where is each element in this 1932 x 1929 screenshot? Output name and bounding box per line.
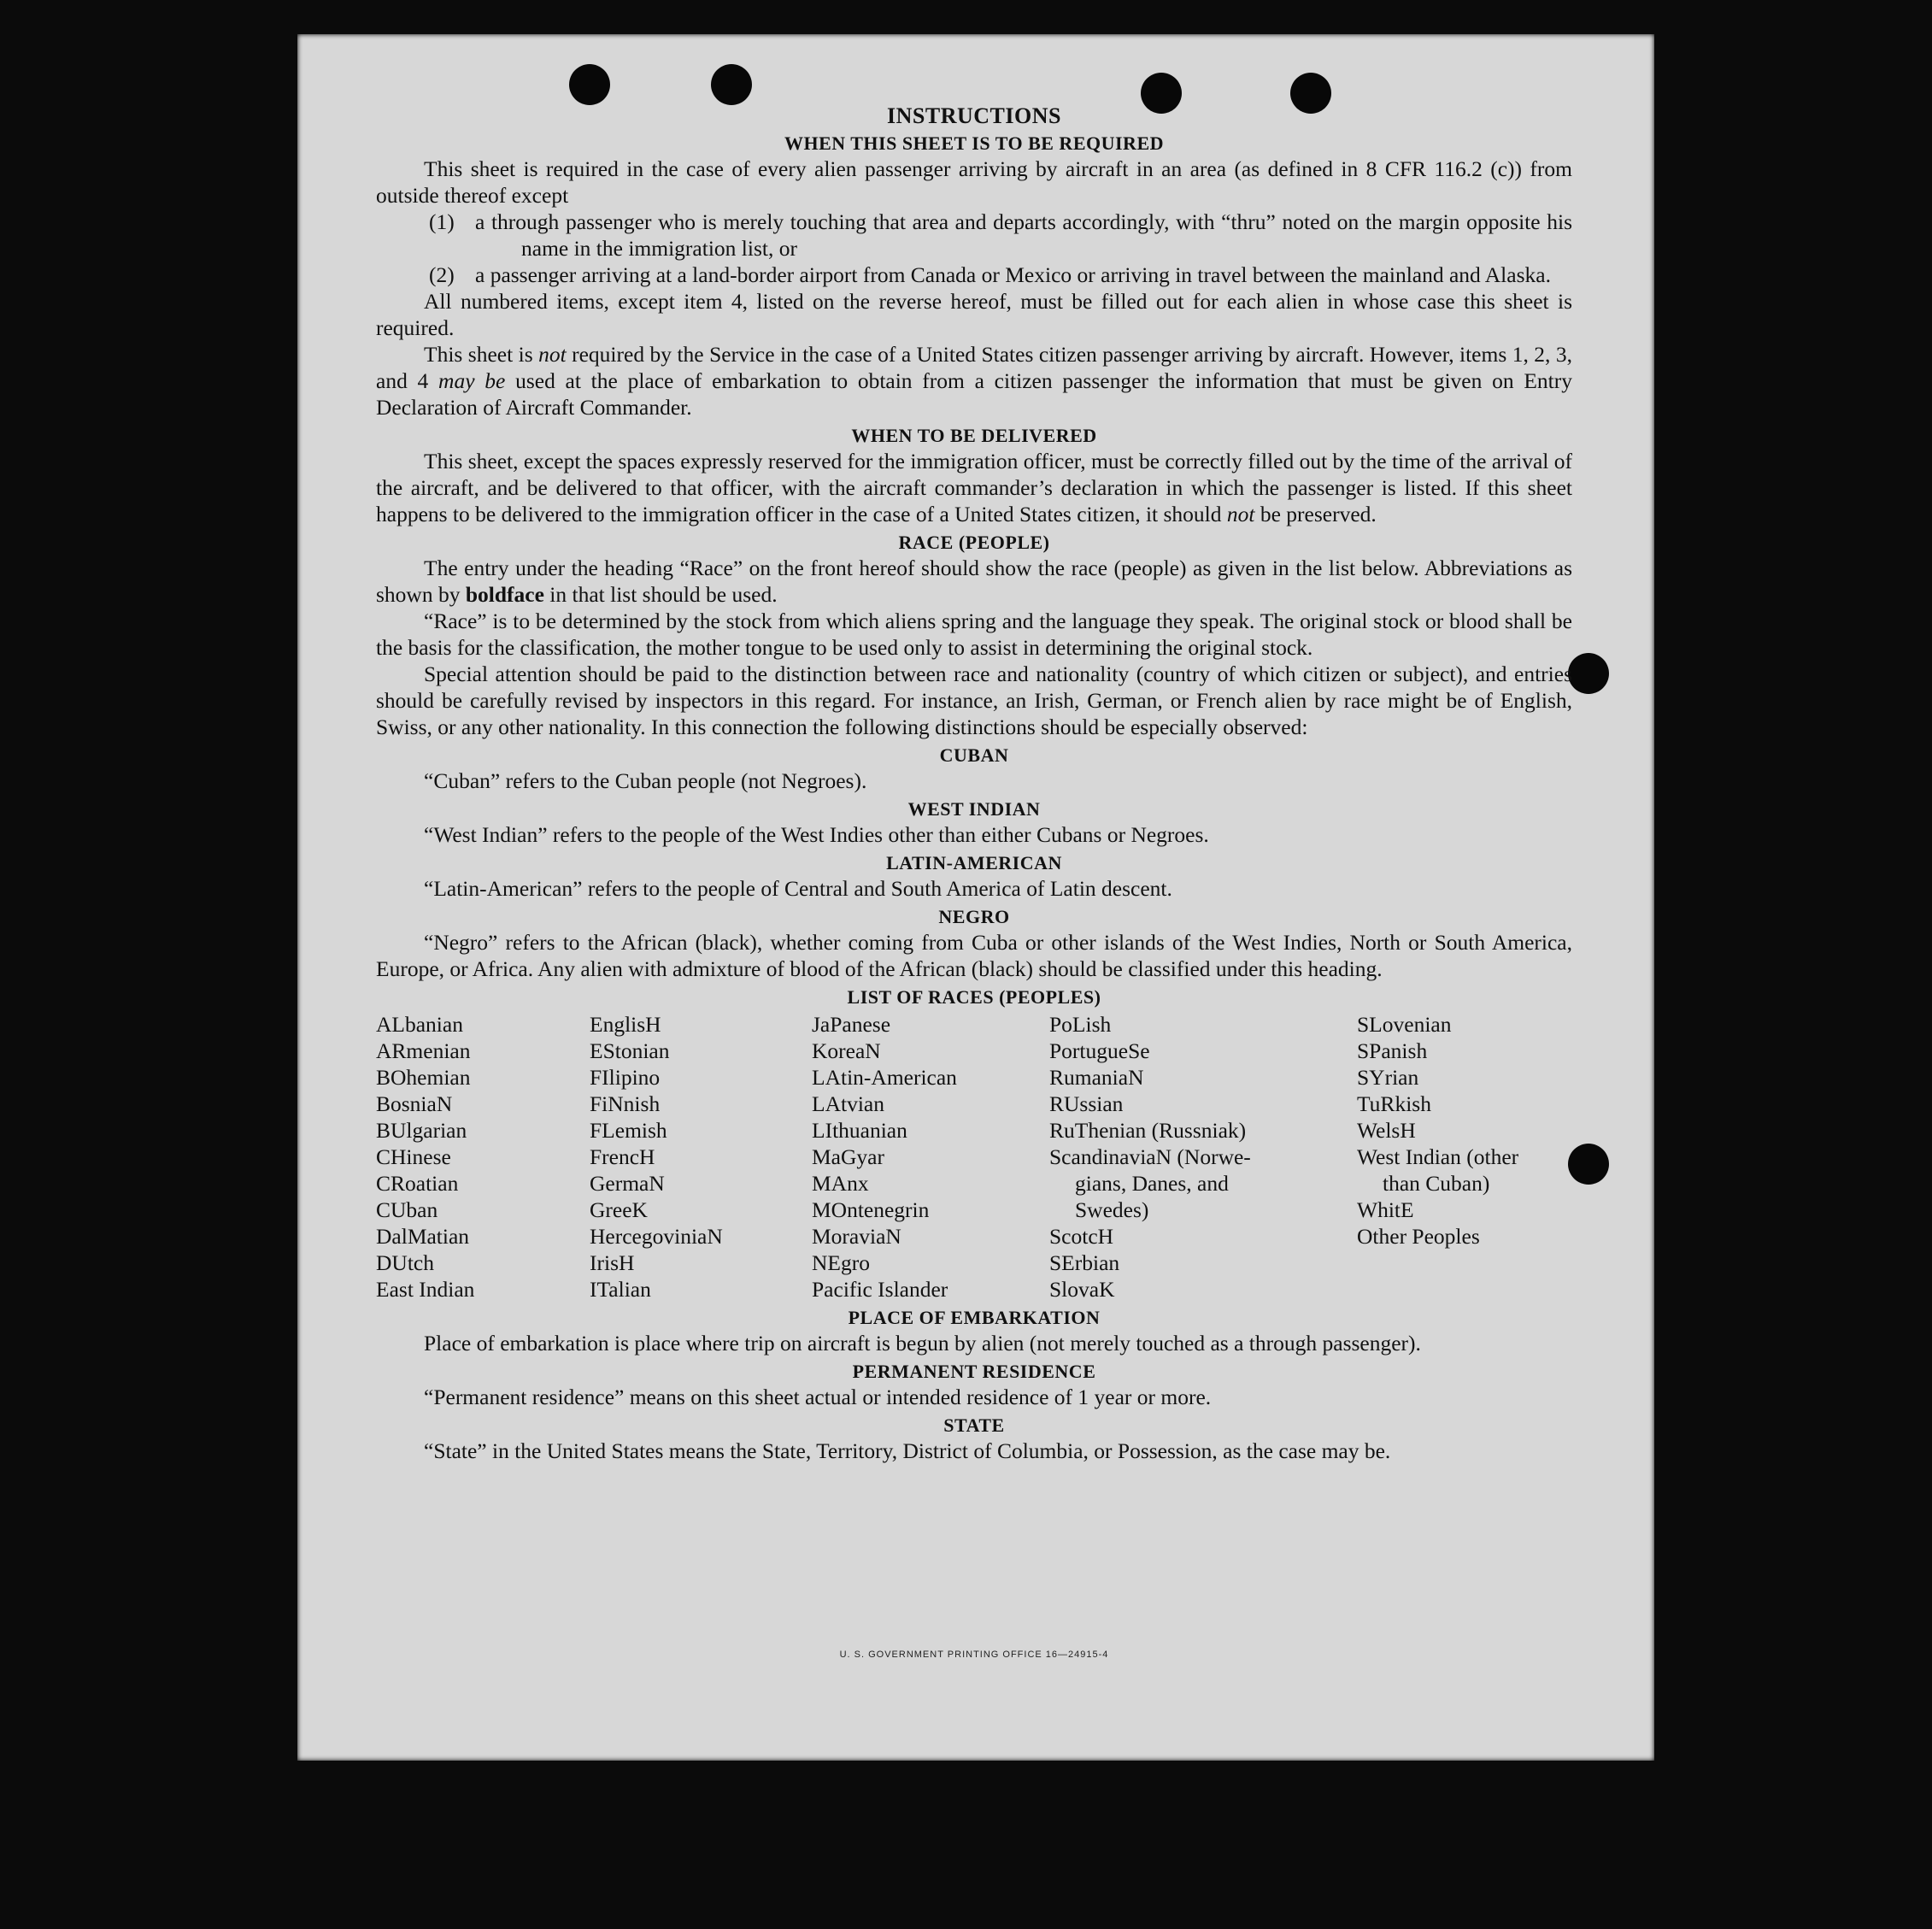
race-entry: BosniaN — [376, 1091, 453, 1116]
race-entry: PoLish — [1049, 1012, 1112, 1037]
race-entry: RuThenian (Russniak) — [1049, 1118, 1247, 1143]
race-entry: EnglisH — [590, 1012, 661, 1037]
race-entry: SlovaK — [1049, 1277, 1115, 1302]
race-entry: FIlipino — [590, 1065, 661, 1090]
race-entry: CRoatian — [376, 1171, 459, 1196]
paragraph: This sheet is not required by the Service in the case of a United States citizen passenger arriving by aircraft. However, items 1, 2, 3, and 4 may be used at the place of embarkation to obtain from a citizen passenger the information that must be given on Entry Declaration of Aircraft Commander. — [376, 342, 1572, 420]
race-entry: MaGyar — [812, 1144, 884, 1169]
race-entry: SLovenian — [1357, 1012, 1452, 1037]
item-text: a passenger arriving at a land-border airport from Canada or Mexico or arriving in travel between the mainland and Alaska. — [475, 262, 1551, 287]
section-heading: NEGRO — [938, 906, 1010, 927]
race-entry: SPanish — [1357, 1038, 1428, 1063]
race-entry: CUban — [376, 1197, 438, 1222]
section-heading: RACE (PEOPLE) — [898, 532, 1050, 553]
race-entry: DUtch — [376, 1250, 434, 1275]
race-entry: Other Peoples — [1357, 1224, 1480, 1249]
section-heading: PERMANENT RESIDENCE — [852, 1361, 1096, 1382]
race-entry: FiNnish — [590, 1091, 661, 1116]
race-entry: GermaN — [590, 1171, 665, 1196]
paragraph: “Negro” refers to the African (black), whether coming from Cuba or other islands of the West Indies, North or South America, Europe, or Africa. Any alien with admixture of blood of the African (black) should be classified under this heading. — [376, 930, 1572, 981]
race-entry: BUlgarian — [376, 1118, 467, 1143]
section-heading: LATIN-AMERICAN — [886, 852, 1062, 873]
paragraph: “State” in the United States means the State, Territory, District of Columbia, or Possession, as the case may be. — [424, 1438, 1391, 1463]
punch-hole — [1568, 1144, 1609, 1185]
section-heading: LIST OF RACES (PEOPLES) — [847, 986, 1101, 1008]
paragraph: This sheet is required in the case of every alien passenger arriving by aircraft in an area (as defined in 8 CFR 116.2 (c)) from outside thereof except — [376, 156, 1572, 208]
race-entry: WelsH — [1357, 1118, 1416, 1143]
race-entry: LIthuanian — [812, 1118, 907, 1143]
instructions-body — [376, 104, 1572, 1464]
paragraph: The entry under the heading “Race” on the front hereof should show the race (people) as given in the list below. Abbreviations as shown by boldface in that list should be used. — [376, 556, 1572, 607]
race-column-4 — [1049, 1011, 1357, 1303]
section-heading: WHEN TO BE DELIVERED — [851, 425, 1097, 446]
race-entry: FLemish — [590, 1118, 667, 1143]
race-entry: PortugueSe — [1049, 1038, 1150, 1063]
race-entry: NEgro — [812, 1250, 870, 1275]
section-heading: STATE — [943, 1414, 1005, 1436]
race-entry: gians, Danes, and — [1075, 1171, 1229, 1196]
list-item: (2) a passenger arriving at a land-border airport from Canada or Mexico or arriving in travel between the mainland and Alaska. — [429, 262, 1551, 287]
race-entry: SErbian — [1049, 1250, 1120, 1275]
race-entry: HercegoviniaN — [590, 1224, 723, 1249]
punch-hole — [1568, 653, 1609, 694]
race-entry: KoreaN — [812, 1038, 881, 1063]
race-entry: ITalian — [590, 1277, 651, 1302]
race-entry: West Indian (other — [1357, 1144, 1519, 1169]
section-heading: CUBAN — [939, 744, 1009, 766]
race-entry: DalMatian — [376, 1224, 470, 1249]
race-entry: TuRkish — [1357, 1091, 1431, 1116]
paragraph: “Race” is to be determined by the stock from which aliens spring and the language they speak. The original stock or blood shall be the basis for the classification, the mother tongue to be used only to assist in determining the original stock. — [376, 609, 1572, 660]
section-heading: WHEN THIS SHEET IS TO BE REQUIRED — [784, 132, 1165, 154]
race-entry: RUssian — [1049, 1091, 1124, 1116]
race-entry: SYrian — [1357, 1065, 1419, 1090]
race-entry: RumaniaN — [1049, 1065, 1144, 1090]
item-text: a through passenger who is merely touching that area and departs accordingly, with “thru” noted on the margin opposite his name in the immigration list, or — [475, 209, 1572, 261]
race-column-3 — [812, 1011, 1049, 1303]
section-heading: PLACE OF EMBARKATION — [848, 1307, 1101, 1328]
section-heading: WEST INDIAN — [907, 798, 1041, 820]
paragraph: “Permanent residence” means on this sheet actual or intended residence of 1 year or more. — [424, 1385, 1212, 1409]
document-sheet — [297, 34, 1654, 1761]
paragraph: Special attention should be paid to the distinction between race and nationality (country of which citizen or subject), and entries should be carefully revised by inspectors in this regard. For instance, an Irish, German, or French alien by race might be of English, Swiss, or any other nationality. In this connection the following distinctions should be especially observed: — [376, 662, 1572, 739]
race-entry: WhitE — [1357, 1197, 1414, 1222]
punch-hole — [711, 64, 752, 105]
race-entry: MOntenegrin — [812, 1197, 930, 1222]
race-column-2 — [590, 1011, 812, 1303]
race-entry: Swedes) — [1075, 1197, 1149, 1222]
race-entry: BOhemian — [376, 1065, 471, 1090]
race-column-1 — [376, 1011, 590, 1303]
race-entry: JaPanese — [812, 1012, 891, 1037]
race-entry: MoraviaN — [812, 1224, 901, 1249]
punch-hole — [569, 64, 610, 105]
race-entry: ScandinaviaN (Norwe- — [1049, 1144, 1251, 1169]
race-entry: EStonian — [590, 1038, 670, 1063]
list-item: (1) a through passenger who is merely touching that area and departs accordingly, with “thru” noted on the margin opposite his name in the immigration list, or — [429, 209, 1572, 261]
race-entry: East Indian — [376, 1277, 475, 1302]
paragraph: Place of embarkation is place where trip on aircraft is begun by alien (not merely touched as a through passenger). — [424, 1331, 1421, 1356]
race-entry: than Cuban) — [1383, 1171, 1490, 1196]
paragraph: This sheet, except the spaces expressly reserved for the immigration officer, must be correctly filled out by the time of the arrival of the aircraft, and be delivered to that officer, with the aircraft commander’s declaration in which the passenger is listed. If this sheet happens to be delivered to the immigration officer in the case of a United States citizen, it should not be preserved. — [376, 449, 1572, 526]
race-entry: LAtvian — [812, 1091, 884, 1116]
race-column-5 — [1357, 1011, 1572, 1303]
race-entry: ScotcH — [1049, 1224, 1114, 1249]
race-entry: CHinese — [376, 1144, 451, 1169]
race-entry: LAtin-American — [812, 1065, 957, 1090]
race-entry: GreeK — [590, 1197, 648, 1222]
race-entry: MAnx — [812, 1171, 869, 1196]
race-list — [376, 1011, 1572, 1303]
race-entry: FrencH — [590, 1144, 655, 1169]
race-entry: Pacific Islander — [812, 1277, 948, 1302]
printing-office-footer: U. S. GOVERNMENT PRINTING OFFICE 16—24915-4 — [839, 1650, 1109, 1660]
paragraph: “Latin-American” refers to the people of Central and South America of Latin descent. — [424, 876, 1172, 901]
race-entry: ARmenian — [376, 1038, 471, 1063]
page-title: INSTRUCTIONS — [887, 103, 1061, 128]
paragraph: “Cuban” refers to the Cuban people (not Negroes). — [424, 768, 867, 793]
paragraph: “West Indian” refers to the people of the West Indies other than either Cubans or Negroes. — [424, 822, 1209, 847]
paragraph: All numbered items, except item 4, listed on the reverse hereof, must be filled out for each alien in whose case this sheet is required. — [376, 289, 1572, 340]
race-entry: ALbanian — [376, 1012, 463, 1037]
race-entry: IrisH — [590, 1250, 635, 1275]
